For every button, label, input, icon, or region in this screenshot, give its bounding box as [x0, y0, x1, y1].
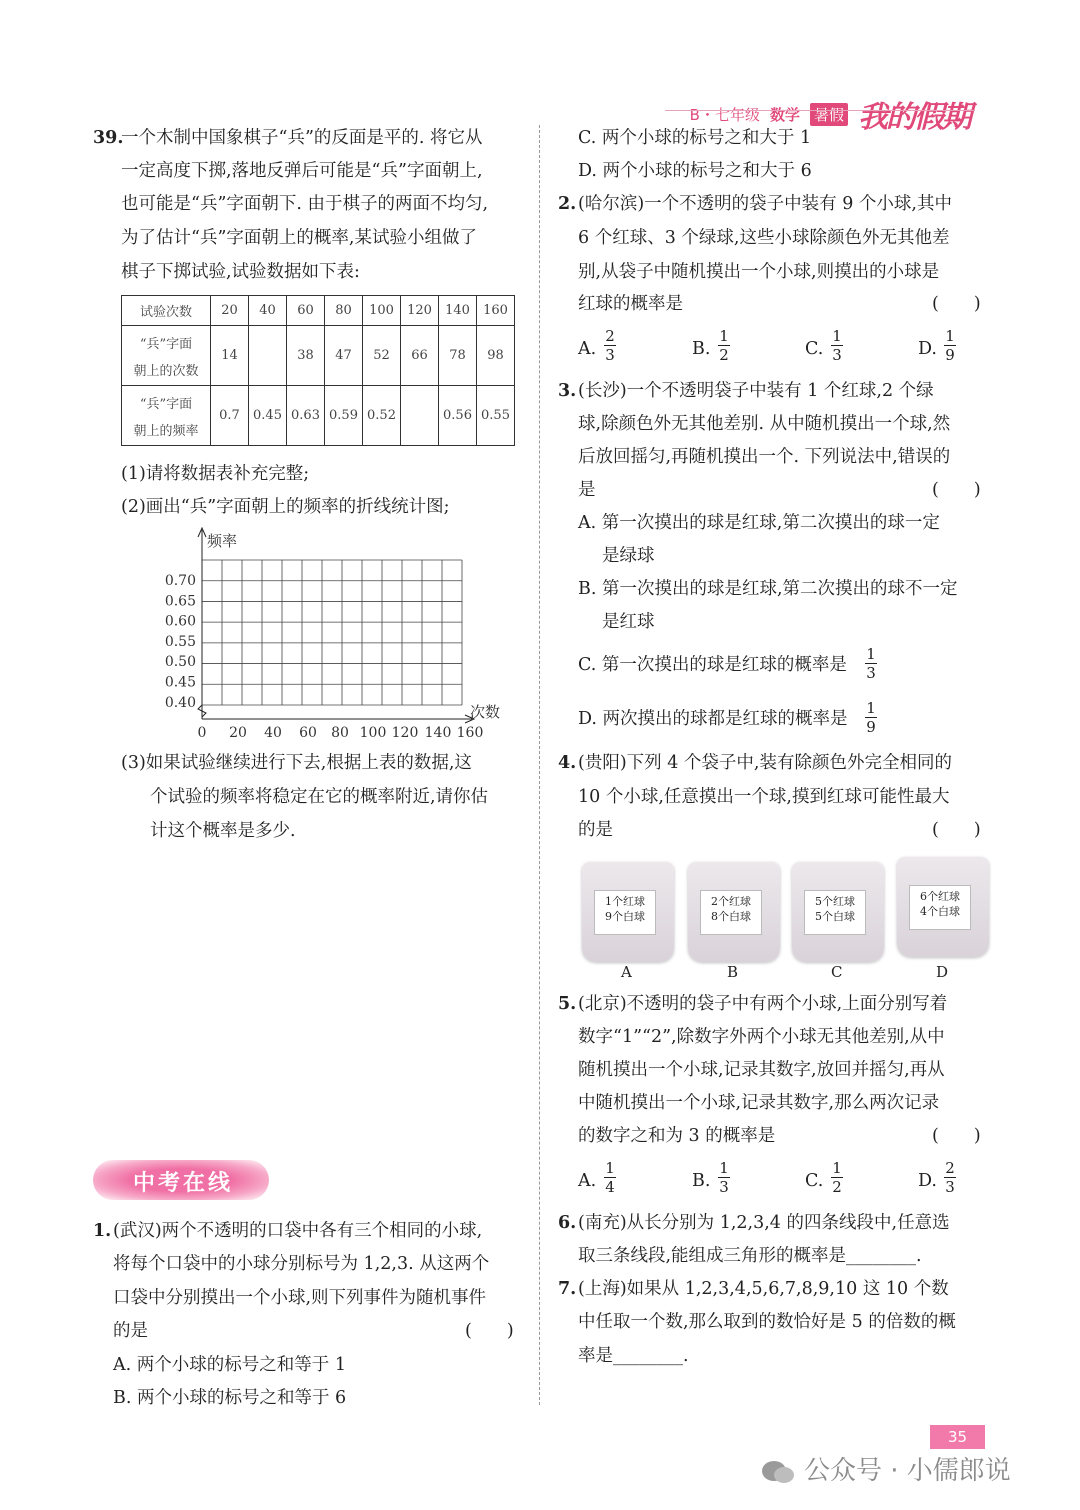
- bag-label: [804, 890, 866, 935]
- denominator: 3: [832, 346, 842, 364]
- answer-paren[interactable]: ( ): [932, 294, 981, 314]
- table-row-label: [122, 326, 211, 386]
- bag-label-line: 1个红球: [605, 895, 645, 908]
- q7-line: 率是________.: [578, 1346, 689, 1366]
- q1-line: 口袋中分别摸出一个小球,则下列事件为随机事件: [113, 1288, 487, 1308]
- table-cell: 47: [325, 326, 363, 386]
- table-cell-empty[interactable]: [401, 386, 439, 446]
- bag-label: [594, 890, 656, 935]
- watermark-text: 公众号 · 小儒郎说: [804, 1456, 1011, 1486]
- grade-label: B・七年级: [689, 105, 760, 124]
- q2-line: (哈尔滨)一个不透明的袋子中装有 9 个小球,其中: [578, 194, 952, 214]
- numerator: 1: [719, 327, 729, 345]
- q39-line: 一个木制中国象棋子“兵”的反面是平的. 将它从: [121, 128, 483, 148]
- label-line: “兵”字面: [139, 336, 193, 352]
- q5-option-fraction: [944, 1160, 956, 1195]
- table-header-cell: 140: [439, 296, 477, 326]
- q5-line: 的数字之和为 3 的概率是: [578, 1126, 776, 1146]
- q5-option-fraction: [604, 1160, 616, 1195]
- y-tick-label: 0.60: [164, 613, 196, 630]
- q2-option-fraction: [604, 328, 616, 363]
- q2-line: 6 个红球、3 个绿球,这些小球除颜色外无其他差: [578, 228, 950, 248]
- numerator: 1: [832, 327, 842, 345]
- q5-option-label: C.: [805, 1171, 824, 1191]
- q39-sub2: (2)画出“兵”字面朝上的频率的折线统计图;: [121, 497, 450, 517]
- label-line: “兵”字面: [139, 396, 193, 412]
- q39-line: 一定高度下掷,落地反弹后可能是“兵”字面朝上,: [121, 161, 483, 181]
- watermark: [760, 1450, 1011, 1487]
- brand-logo: 我的假期: [858, 100, 970, 135]
- table-row-label: [122, 386, 211, 446]
- q6-number: 6.: [558, 1213, 577, 1233]
- bag-label-line: 4个白球: [920, 905, 960, 918]
- denominator: 9: [945, 346, 955, 364]
- table-header-cell: 100: [363, 296, 401, 326]
- denominator: 3: [945, 1178, 955, 1196]
- table-header-cell: 80: [325, 296, 363, 326]
- denominator: 3: [719, 1178, 729, 1196]
- bag-caption: A: [621, 963, 632, 981]
- x-tick-label: 100: [359, 725, 387, 741]
- q1-option-d: D. 两个小球的标号之和大于 6: [578, 161, 812, 181]
- q3-c-fraction: [865, 646, 877, 681]
- table-cell: 52: [363, 326, 401, 386]
- bag-label: [909, 885, 971, 930]
- q3-d-fraction: [865, 700, 877, 735]
- q2-option-label: C.: [805, 339, 824, 359]
- bag-caption: B: [727, 963, 739, 981]
- bag-label-line: 5个白球: [815, 910, 855, 923]
- table-header-cell: 试验次数: [122, 296, 211, 326]
- q3-option-c: C. 第一次摸出的球是红球的概率是: [578, 655, 847, 675]
- q1-number: 1.: [93, 1221, 112, 1241]
- q5-option-fraction: [718, 1160, 730, 1195]
- label-line: 朝上的次数: [133, 363, 199, 379]
- table-cell: 0.55: [477, 386, 515, 446]
- table-cell: 0.7: [211, 386, 249, 446]
- x-tick-label: 140: [424, 725, 452, 741]
- table-cell: 14: [211, 326, 249, 386]
- q5-line: 数字“1”“2”,除数字外两个小球无其他差别,从中: [578, 1027, 945, 1047]
- answer-paren[interactable]: ( ): [932, 1126, 981, 1146]
- q3-option-d: D. 两次摸出的球都是红球的概率是: [578, 709, 848, 729]
- y-axis-label: 频率: [207, 532, 238, 550]
- section-banner: [93, 1160, 269, 1200]
- table-header-cell: 60: [287, 296, 325, 326]
- x-tick-label: 60: [299, 725, 317, 741]
- bag-image: [897, 857, 989, 957]
- q2-line: 别,从袋子中随机摸出一个小球,则摸出的小球是: [578, 262, 940, 282]
- q1-line: (武汉)两个不透明的口袋中各有三个相同的小球,: [113, 1221, 483, 1241]
- q3-option-a-cont: 是绿球: [602, 546, 655, 566]
- q2-line: 红球的概率是: [578, 294, 683, 314]
- x-tick-label: 160: [456, 725, 484, 741]
- numerator: 1: [945, 327, 955, 345]
- q6-line: (南充)从长分别为 1,2,3,4 的四条线段中,任意选: [578, 1213, 950, 1233]
- numerator: 2: [605, 327, 615, 345]
- term-tag: 暑假: [810, 103, 848, 126]
- table-header-cell: 20: [211, 296, 249, 326]
- x-tick-label: 80: [331, 725, 349, 741]
- q4-line: (贵阳)下列 4 个袋子中,装有除颜色外完全相同的: [578, 753, 952, 773]
- q39-line: 为了估计“兵”字面朝上的概率,某试验小组做了: [121, 228, 477, 248]
- y-tick-label: 0.55: [164, 633, 196, 650]
- q4-line: 10 个小球,任意摸出一个球,摸到红球可能性最大: [578, 787, 950, 807]
- denominator: 3: [605, 346, 615, 364]
- section-title: 中考在线: [133, 1171, 234, 1196]
- subject-label: 数学: [769, 105, 800, 124]
- q5-option-fraction: [831, 1160, 843, 1195]
- q2-option-fraction: [831, 328, 843, 363]
- table-cell: 38: [287, 326, 325, 386]
- q1-option-b: B. 两个小球的标号之和等于 6: [113, 1388, 347, 1408]
- x-tick-label: 20: [229, 725, 247, 741]
- q3-option-a: A. 第一次摸出的球是红球,第二次摸出的球一定: [578, 513, 940, 533]
- table-cell: 0.56: [439, 386, 477, 446]
- q39-sub3: (3)如果试验继续进行下去,根据上表的数据,这: [121, 753, 472, 773]
- denominator: 9: [866, 718, 876, 736]
- y-tick-label: 0.65: [164, 593, 196, 610]
- experiment-table: [121, 295, 515, 446]
- answer-paren[interactable]: ( ): [932, 820, 981, 840]
- q39-line: 棋子下掷试验,试验数据如下表:: [121, 262, 360, 282]
- table-cell: 0.45: [249, 386, 287, 446]
- numerator: 1: [605, 1159, 615, 1177]
- q3-option-b: B. 第一次摸出的球是红球,第二次摸出的球不一定: [578, 579, 958, 599]
- q7-number: 7.: [558, 1279, 577, 1299]
- q2-option-label: D.: [918, 339, 937, 359]
- q39-line: 也可能是“兵”字面朝下. 由于棋子的两面不均匀,: [121, 194, 489, 214]
- label-line: 朝上的频率: [133, 423, 199, 439]
- bag-label-line: 2个红球: [711, 895, 751, 908]
- q7-line: (上海)如果从 1,2,3,4,5,6,7,8,9,10 这 10 个数: [578, 1279, 949, 1299]
- numerator: 2: [945, 1159, 955, 1177]
- q2-option-fraction: [718, 328, 730, 363]
- header-rule: [665, 110, 975, 111]
- q5-line: (北京)不透明的袋子中有两个小球,上面分别写着: [578, 994, 948, 1014]
- q4-line: 的是: [578, 820, 613, 840]
- q5-number: 5.: [558, 994, 577, 1014]
- q5-option-label: D.: [918, 1171, 937, 1191]
- bag-image: [688, 862, 780, 962]
- q2-option-label: A.: [578, 339, 597, 359]
- answer-paren[interactable]: ( ): [465, 1321, 514, 1341]
- numerator: 1: [719, 1159, 729, 1177]
- table-cell: 98: [477, 326, 515, 386]
- q3-number: 3.: [558, 381, 577, 401]
- y-tick-label: 0.70: [164, 573, 196, 589]
- q39-sub3: 个试验的频率将稳定在它的概率附近,请你估: [150, 787, 489, 807]
- x-tick-label: 40: [264, 725, 282, 741]
- q5-option-label: A.: [578, 1171, 597, 1191]
- x-tick-label: 0: [197, 725, 207, 741]
- bag-label-line: 8个白球: [711, 910, 751, 923]
- q2-option-fraction: [944, 328, 956, 363]
- bag-image: [792, 862, 884, 962]
- q1-line: 的是: [113, 1321, 148, 1341]
- table-cell-empty[interactable]: [249, 326, 287, 386]
- bag-image: [582, 862, 674, 962]
- q1-option-c: C. 两个小球的标号之和大于 1: [578, 128, 812, 148]
- y-tick-label: 0.45: [164, 674, 196, 691]
- q6-line: 取三条线段,能组成三角形的概率是________.: [578, 1246, 922, 1266]
- q5-line: 中随机摸出一个小球,记录其数字,那么两次记录: [578, 1093, 940, 1113]
- table-header-cell: 160: [477, 296, 515, 326]
- table-cell: 78: [439, 326, 477, 386]
- x-axis-label: 次数: [470, 703, 501, 721]
- q1-line: 将每个口袋中的小球分别标号为 1,2,3. 从这两个: [113, 1254, 490, 1274]
- q39-sub1: (1)请将数据表补充完整;: [121, 464, 310, 484]
- bag-caption: D: [936, 963, 949, 981]
- q2-number: 2.: [558, 194, 577, 214]
- q7-line: 中任取一个数,那么取到的数恰好是 5 的倍数的概: [578, 1312, 956, 1332]
- column-divider: [539, 125, 540, 1405]
- q3-line: (长沙)一个不透明袋子中装有 1 个红球,2 个绿: [578, 381, 934, 401]
- bag-label: [700, 890, 762, 935]
- q1-option-a: A. 两个小球的标号之和等于 1: [113, 1355, 346, 1375]
- numerator: 1: [866, 699, 876, 717]
- numerator: 1: [866, 645, 876, 663]
- q3-line: 是: [578, 480, 596, 500]
- bag-label-line: 5个红球: [815, 895, 855, 908]
- y-tick-label: 0.50: [164, 654, 196, 671]
- q2-option-label: B.: [692, 339, 711, 359]
- table-header-cell: 40: [249, 296, 287, 326]
- q4-number: 4.: [558, 753, 577, 773]
- page-number: 35: [930, 1425, 985, 1449]
- table-cell: 0.63: [287, 386, 325, 446]
- bag-label-line: 6个红球: [920, 890, 960, 903]
- table-cell: 66: [401, 326, 439, 386]
- q3-option-b-cont: 是红球: [602, 612, 655, 632]
- denominator: 4: [605, 1178, 615, 1196]
- q3-line: 球,除颜色外无其他差别. 从中随机摸出一个球,然: [578, 414, 951, 434]
- q39-number: 39.: [93, 128, 124, 148]
- table-header-cell: 120: [401, 296, 439, 326]
- denominator: 3: [866, 664, 876, 682]
- x-tick-label: 120: [391, 725, 419, 741]
- q5-line: 随机摸出一个小球,记录其数字,放回并摇匀,再从: [578, 1060, 945, 1080]
- denominator: 2: [832, 1178, 842, 1196]
- table-cell: 0.52: [363, 386, 401, 446]
- numerator: 1: [832, 1159, 842, 1177]
- frequency-chart: [150, 525, 530, 750]
- bag-caption: C: [831, 963, 843, 981]
- answer-paren[interactable]: ( ): [932, 480, 981, 500]
- y-tick-label: 0.40: [164, 694, 196, 711]
- q5-option-label: B.: [692, 1171, 711, 1191]
- q3-line: 后放回摇匀,再随机摸出一个. 下列说法中,错误的: [578, 447, 951, 467]
- wechat-icon: [760, 1459, 796, 1485]
- table-cell: 0.59: [325, 386, 363, 446]
- bag-label-line: 9个白球: [605, 910, 645, 923]
- denominator: 2: [719, 346, 729, 364]
- q39-sub3: 计这个概率是多少.: [150, 821, 296, 841]
